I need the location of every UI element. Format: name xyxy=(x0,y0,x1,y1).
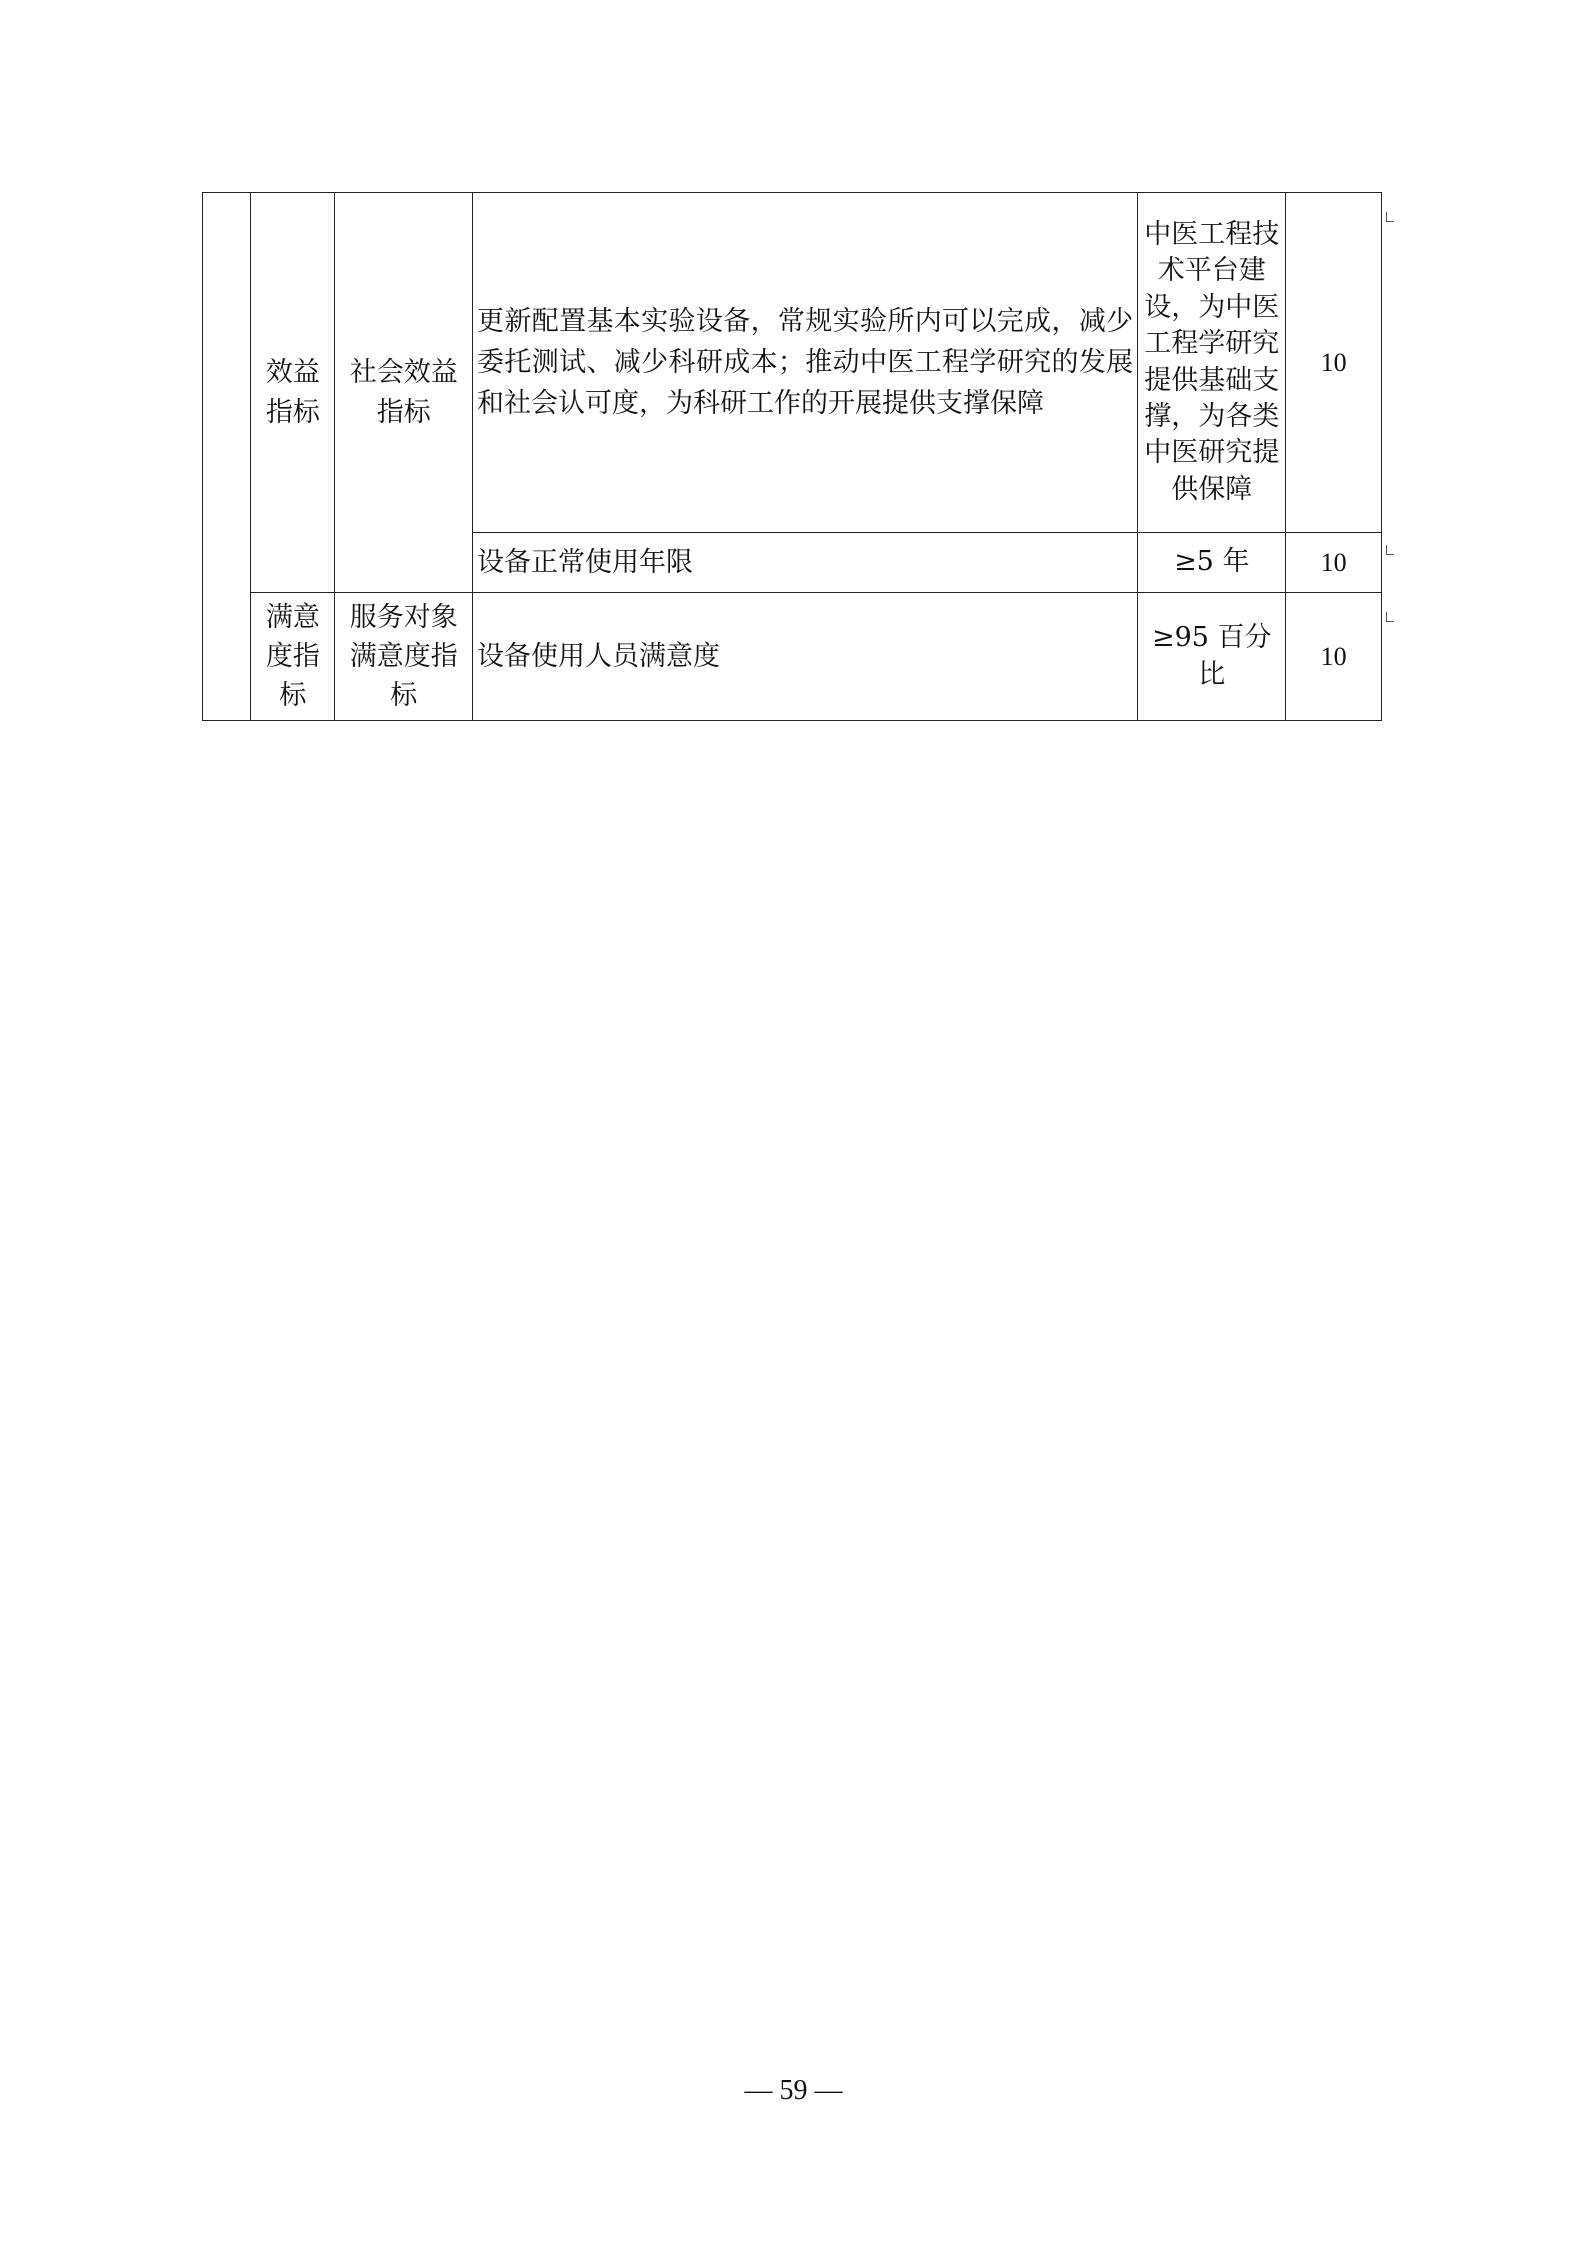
row-end-mark xyxy=(1386,612,1394,622)
score-cell: 10 xyxy=(1286,193,1382,533)
level1-indicator-cell: 满意度指标 xyxy=(251,593,335,721)
target-value-cell: ≥95 百分比 xyxy=(1138,593,1286,721)
target-value-cell: ≥5 年 xyxy=(1138,533,1286,593)
level2-indicator-cell: 社会效益指标 xyxy=(335,193,473,593)
blank-merged-cell xyxy=(203,193,251,721)
table-row xyxy=(203,593,1382,721)
indicator-description-cell: 设备使用人员满意度 xyxy=(473,593,1138,721)
row-end-mark xyxy=(1386,545,1394,555)
score-cell: 10 xyxy=(1286,533,1382,593)
score-cell: 10 xyxy=(1286,593,1382,721)
indicator-description-cell: 更新配置基本实验设备，常规实验所内可以完成，减少委托测试、减少科研成本；推动中医工程学研究的发展和社会认可度，为科研工作的开展提供支撑保障 xyxy=(473,193,1138,533)
target-value-cell: 中医工程技术平台建设，为中医工程学研究提供基础支撑，为各类中医研究提供保障 xyxy=(1138,193,1286,533)
page-number: — 59 — xyxy=(744,2075,843,2106)
level1-indicator-cell: 效益指标 xyxy=(251,193,335,593)
table-row xyxy=(203,193,1382,533)
indicator-description-cell: 设备正常使用年限 xyxy=(473,533,1138,593)
performance-indicator-table xyxy=(202,192,1382,721)
level2-indicator-cell: 服务对象满意度指标 xyxy=(335,593,473,721)
row-end-mark xyxy=(1386,212,1394,222)
